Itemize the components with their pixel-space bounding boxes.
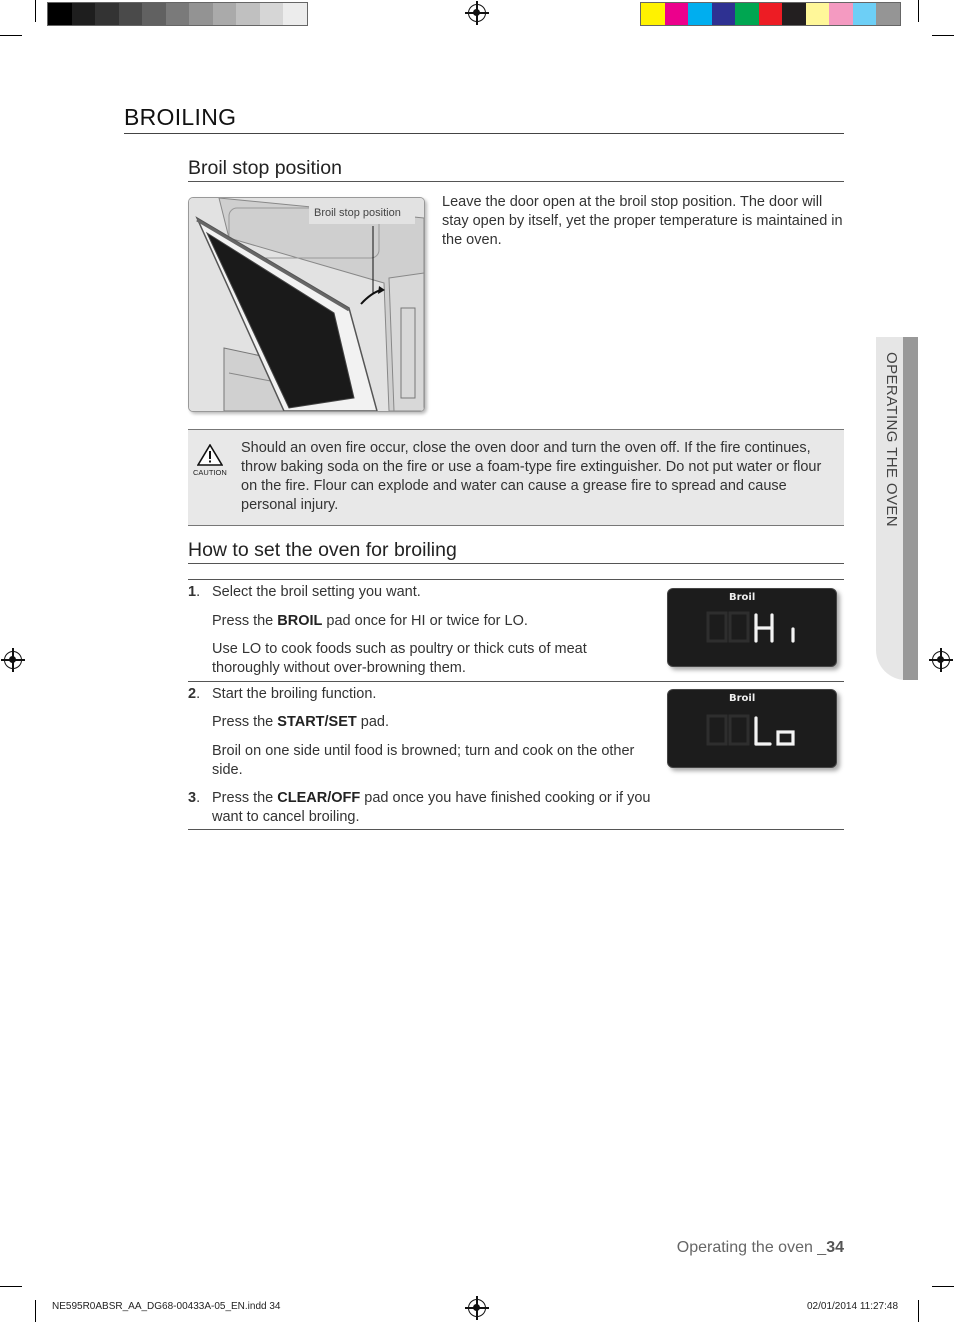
caution-label: CAUTION	[193, 468, 227, 477]
broil-stop-illustration	[188, 197, 425, 412]
page-footer: Operating the oven _34	[676, 1239, 844, 1256]
step-3-text: Press the CLEAR/OFF pad once you have finished cooking or if you want to cancel broiling.	[212, 790, 651, 825]
crop-mark	[0, 35, 22, 36]
color-swatch	[283, 3, 307, 25]
color-swatch	[95, 3, 119, 25]
table-rule	[188, 681, 844, 682]
section-heading-broil-stop: Broil stop position	[188, 157, 844, 182]
gray-swatch-bar	[47, 2, 308, 26]
registration-mark-icon	[4, 651, 22, 669]
step-2-title: Start the broiling function.	[212, 686, 377, 702]
color-swatch	[688, 3, 712, 25]
color-swatch	[829, 3, 853, 25]
page-title: BROILING	[124, 104, 844, 134]
display-hi	[667, 588, 837, 667]
crop-mark	[932, 35, 954, 36]
caution-text: Should an oven fire occur, close the oven door and turn the oven off. If the fire continues, throw baking soda on the fire or use a foam-type fire extinguisher. Do not put water or flour on the fire. Flour can explode and water can cause a grease fire to spread and cause personal injury.	[241, 440, 822, 513]
display-hi-digits	[668, 589, 836, 666]
slug-file: NE595R0ABSR_AA_DG68-00433A-05_EN.indd 34	[52, 1301, 281, 1312]
color-swatch	[236, 3, 260, 25]
color-swatch	[735, 3, 759, 25]
section-heading-set-broil: How to set the oven for broiling	[188, 539, 844, 564]
slug-date: 02/01/2014 11:27:48	[807, 1301, 899, 1312]
crop-mark	[918, 1300, 919, 1322]
warning-triangle-icon	[197, 444, 223, 466]
color-swatch	[48, 3, 72, 25]
color-swatch	[213, 3, 237, 25]
crop-mark	[0, 1286, 22, 1287]
display-label: Broil	[729, 693, 756, 704]
step-1-instruction: Press the BROIL pad once for HI or twice for LO.	[212, 613, 528, 629]
registration-mark-icon	[932, 651, 950, 669]
color-swatch	[189, 3, 213, 25]
color-swatch	[806, 3, 830, 25]
crop-mark	[35, 0, 36, 22]
crop-mark	[932, 1286, 954, 1287]
registration-mark-icon	[468, 1299, 486, 1317]
color-swatch	[782, 3, 806, 25]
step-number: 2.	[188, 686, 201, 702]
step-2-note: Broil on one side until food is browned; turn and cook on the other side.	[212, 743, 635, 778]
chapter-tab-bar	[903, 337, 918, 680]
step-number: 3.	[188, 790, 201, 806]
registration-mark-icon	[468, 4, 486, 22]
color-swatch	[712, 3, 736, 25]
color-swatch	[853, 3, 877, 25]
display-lo	[667, 689, 837, 768]
step-2-instruction: Press the START/SET pad.	[212, 714, 390, 730]
color-swatch	[119, 3, 143, 25]
color-swatch	[876, 3, 900, 25]
crop-mark	[918, 0, 919, 22]
crop-mark	[35, 1300, 36, 1322]
step-1-note: Use LO to cook foods such as poultry or thick cuts of meat thoroughly without over-browning them.	[212, 641, 587, 676]
table-rule	[188, 579, 844, 580]
oven-door-image	[189, 198, 424, 411]
display-label: Broil	[729, 592, 756, 603]
chapter-tab-label: OPERATING THE OVEN	[883, 352, 900, 528]
step-1-title: Select the broil setting you want.	[212, 584, 421, 600]
color-swatch	[759, 3, 783, 25]
figure-caption: Broil stop position	[314, 207, 401, 219]
color-swatch	[260, 3, 284, 25]
color-swatch	[665, 3, 689, 25]
table-rule	[188, 829, 844, 830]
color-swatch	[72, 3, 96, 25]
caution-box	[188, 429, 844, 526]
broil-stop-paragraph: Leave the door open at the broil stop position. The door will stay open by itself, yet the proper temperature is maintained in the oven.	[442, 194, 843, 248]
color-swatch	[142, 3, 166, 25]
color-swatch-bar	[640, 2, 901, 26]
display-lo-digits	[668, 690, 836, 767]
color-swatch	[641, 3, 665, 25]
color-swatch	[166, 3, 190, 25]
step-number: 1.	[188, 584, 201, 600]
